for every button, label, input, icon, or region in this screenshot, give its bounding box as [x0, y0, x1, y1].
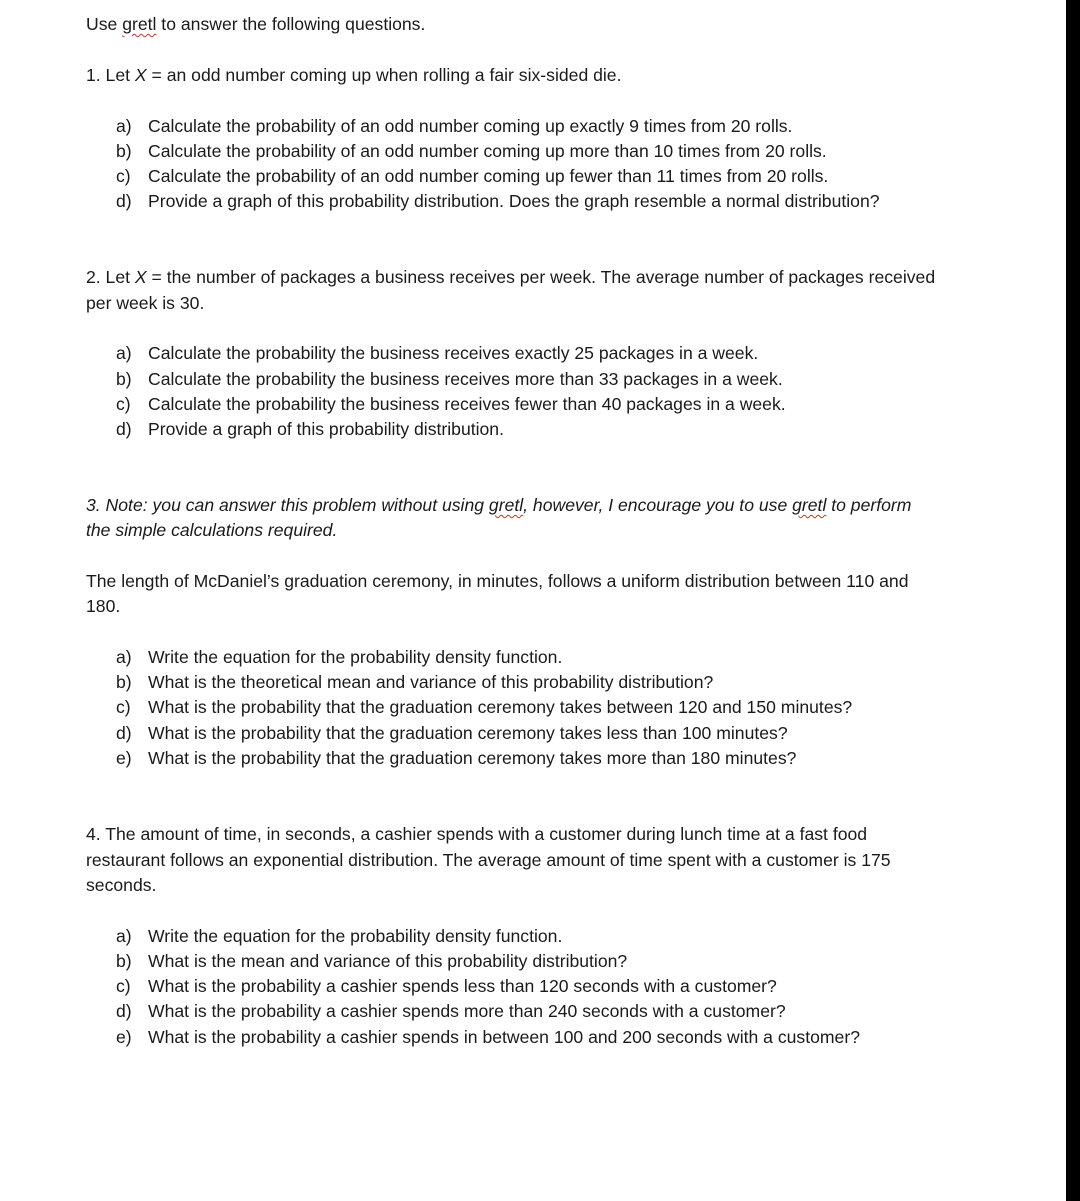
question-4-item-a: a) Write the equation for the probability density function.: [116, 926, 563, 946]
variable-x: X: [134, 65, 147, 85]
question-3-stem: The length of McDaniel’s graduation ceremony, in minutes, follows a uniform distribution between 110 and: [86, 571, 909, 591]
question-4-stem: 4. The amount of time, in seconds, a cashier spends with a customer during lunch time at a fast food: [86, 824, 868, 844]
question-3-note: 3. Note: you can answer this problem without using gretl, however, I encourage you to use gretl to perform: [86, 495, 912, 515]
question-4-item-e: e) What is the probability a cashier spends in between 100 and 200 seconds with a customer?: [116, 1027, 860, 1047]
question-4-item-c: c) What is the probability a cashier spends less than 120 seconds with a customer?: [116, 976, 777, 996]
variable-x: X: [134, 267, 147, 287]
question-1-item-d: d) Provide a graph of this probability distribution. Does the graph resemble a normal distribution?: [116, 191, 880, 211]
app-name: gretl: [122, 14, 157, 34]
question-4-stem-line-2: restaurant follows an exponential distribution. The average amount of time spent with a customer is 175: [86, 850, 891, 870]
question-3-item-a: a) Write the equation for the probability density function.: [116, 647, 563, 667]
question-2-stem: 2. Let X = the number of packages a business receives per week. The average number of packages received: [86, 267, 936, 287]
question-2-item-b: b) Calculate the probability the business receives more than 33 packages in a week.: [116, 369, 783, 389]
page-right-border: [1066, 0, 1080, 1201]
question-2-item-a: a) Calculate the probability the business receives exactly 25 packages in a week.: [116, 343, 759, 363]
question-1-stem: 1. Let X = an odd number coming up when rolling a fair six-sided die.: [86, 65, 622, 85]
app-name: gretl: [488, 495, 524, 515]
question-3-note-line-2: the simple calculations required.: [86, 520, 338, 540]
question-4-stem-line-3: seconds.: [86, 875, 157, 895]
question-3-stem-line-2: 180.: [86, 596, 121, 616]
question-3-item-c: c) What is the probability that the graduation ceremony takes between 120 and 150 minutes?: [116, 697, 853, 717]
question-2-stem-line-2: per week is 30.: [86, 293, 205, 313]
question-4-item-b: b) What is the mean and variance of this probability distribution?: [116, 951, 628, 971]
question-1-item-a: a) Calculate the probability of an odd number coming up exactly 9 times from 20 rolls.: [116, 116, 793, 136]
question-3-item-b: b) What is the theoretical mean and variance of this probability distribution?: [116, 672, 714, 692]
question-1-item-b: b) Calculate the probability of an odd number coming up more than 10 times from 20 rolls.: [116, 141, 827, 161]
intro-line: Use gretl to answer the following questions.: [86, 14, 426, 34]
question-3-item-d: d) What is the probability that the graduation ceremony takes less than 100 minutes?: [116, 723, 788, 743]
question-1-item-c: c) Calculate the probability of an odd number coming up fewer than 11 times from 20 rolls.: [116, 166, 829, 186]
question-3-item-e: e) What is the probability that the graduation ceremony takes more than 180 minutes?: [116, 748, 797, 768]
app-name: gretl: [792, 495, 827, 515]
question-4-item-d: d) What is the probability a cashier spends more than 240 seconds with a customer?: [116, 1001, 786, 1021]
question-2-item-d: d) Provide a graph of this probability distribution.: [116, 419, 504, 439]
question-2-item-c: c) Calculate the probability the business receives fewer than 40 packages in a week.: [116, 394, 786, 414]
